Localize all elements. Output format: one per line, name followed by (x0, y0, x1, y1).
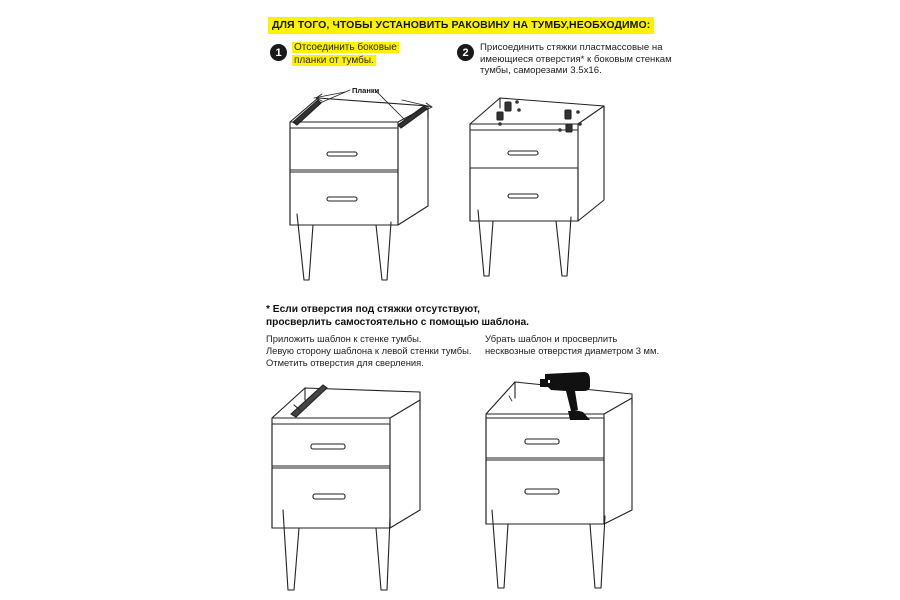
drill-icon (540, 372, 590, 420)
step-2-line-3: тумбы, саморезами 3.5х16. (480, 65, 602, 77)
step-2-number: 2 (462, 46, 469, 59)
figure-1-cabinet (290, 90, 432, 280)
right-para-line-1: Убрать шаблон и просверлить (485, 333, 618, 344)
step-2-line-2: имеющиеся отверстия* к боковым стенкам (480, 53, 672, 65)
step-1-line-2: планки от тумбы. (294, 54, 374, 66)
left-para-line-2: Левую сторону шаблона к левой стенки тумбы. (266, 344, 472, 356)
right-para-line-2: несквозные отверстия диаметром 3 мм. (485, 344, 660, 356)
figure-3-cabinet (272, 385, 420, 590)
planki-label: Планки (352, 86, 380, 95)
left-para-line-3: Отметить отверстия для сверления. (266, 356, 424, 368)
step-2-line-1: Присоединить стяжки пластмассовые на (480, 42, 663, 53)
left-para-line-1: Приложить шаблон к стенке тумбы. (266, 333, 422, 344)
figure-4-cabinet (486, 382, 632, 588)
note-line-2: просверлить самостоятельно с помощью шаблона. (266, 317, 529, 328)
instruction-title: ДЛЯ ТОГО, ЧТОБЫ УСТАНОВИТЬ РАКОВИНУ НА ТУМБУ,НЕОБХОДИМО: (268, 17, 654, 34)
step-1-number: 1 (275, 46, 282, 59)
figure-2-cabinet (470, 98, 604, 276)
step-1-line-1: Отсоединить боковые (294, 42, 397, 53)
note-line-1: * Если отверстия под стяжки отсутствуют, (266, 304, 481, 315)
